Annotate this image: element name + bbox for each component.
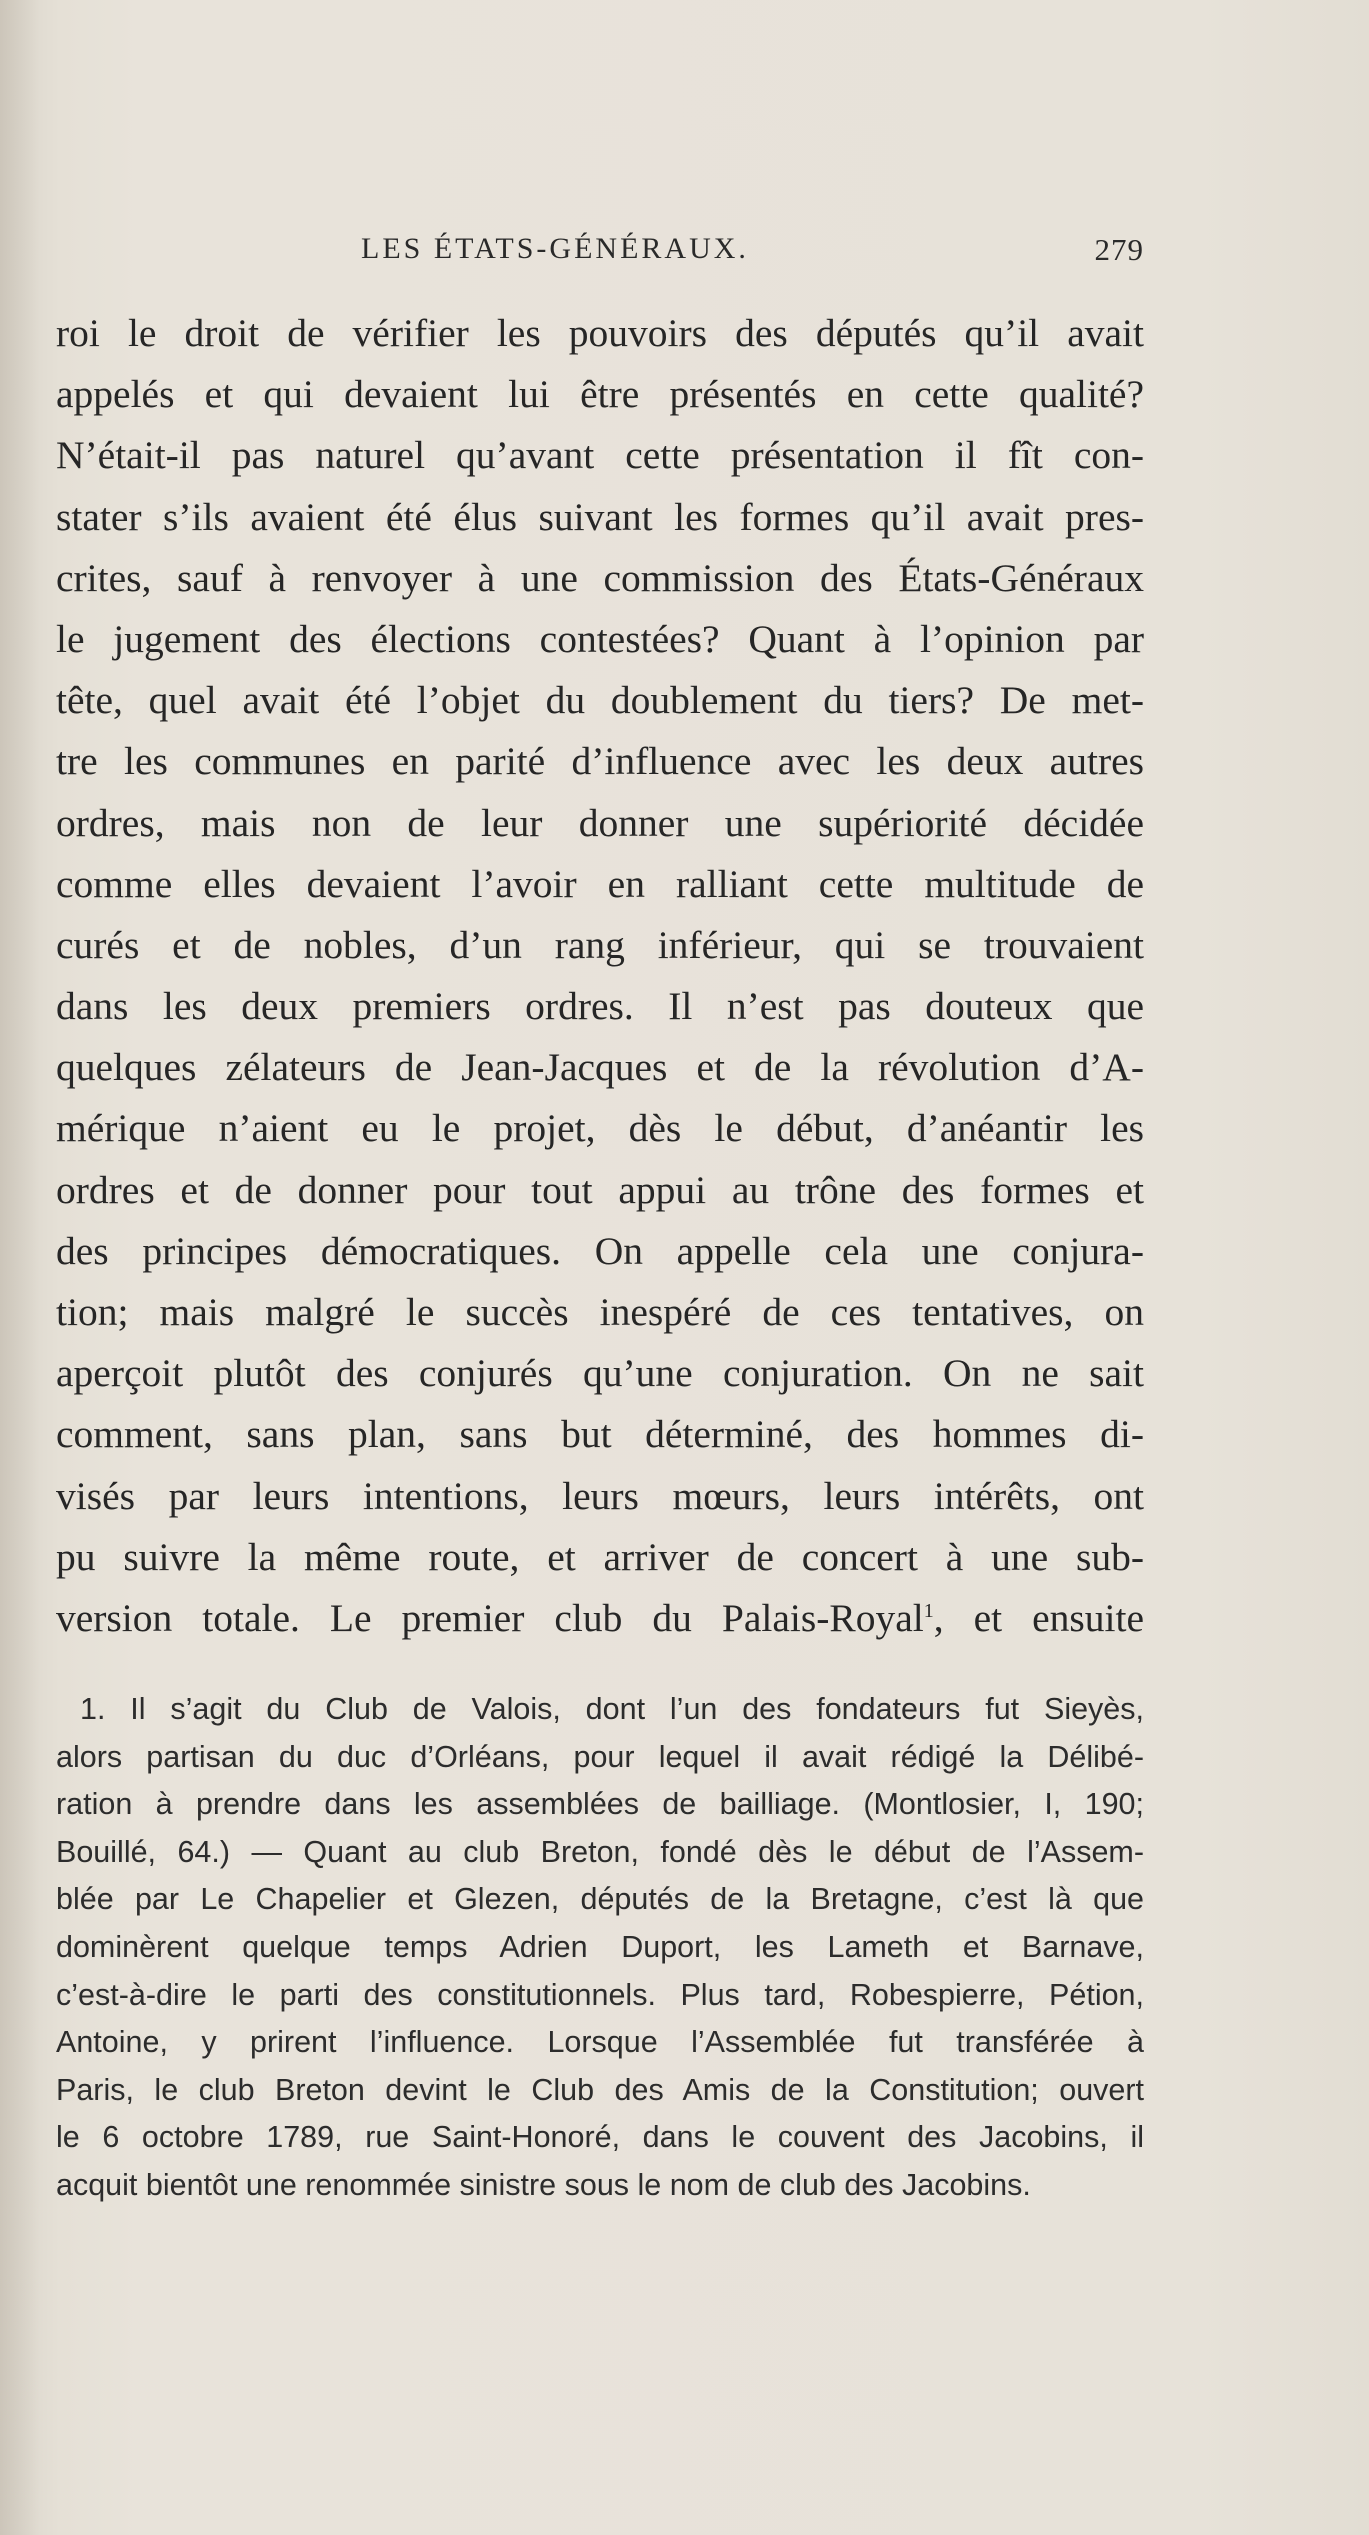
text-line: dans les deux premiers ordres. Il n’est pas douteux que bbox=[56, 984, 1144, 1029]
text-line: aperçoit plutôt des conjurés qu’une conjuration. On ne sait bbox=[56, 1351, 1144, 1396]
footnote-block bbox=[56, 1686, 1144, 2210]
main-text bbox=[56, 303, 1144, 1649]
text-line: le jugement des élections contestées? Quant à l’opinion par bbox=[56, 616, 1144, 661]
text-fragment: version totale. Le premier club du Palais-Royal bbox=[56, 1595, 924, 1640]
text-line: mérique n’aient eu le projet, dès le début, d’anéantir les bbox=[56, 1106, 1144, 1151]
text-line: roi le droit de vérifier les pouvoirs des députés qu’il avait bbox=[56, 311, 1144, 355]
text-line: ordres et de donner pour tout appui au trône des formes et bbox=[56, 1167, 1144, 1212]
text-line: quelques zélateurs de Jean-Jacques et de la révolution d’A- bbox=[56, 1045, 1144, 1090]
text-line: appelés et qui devaient lui être présentés en cette qualité? bbox=[56, 372, 1144, 417]
footnote-line: acquit bientôt une renommée sinistre sous le nom de club des Jacobins. bbox=[56, 2167, 1031, 2202]
page-header bbox=[56, 232, 1144, 272]
footnote-line: ration à prendre dans les assemblées de bailliage. (Montlosier, I, 190; bbox=[56, 1787, 1144, 1822]
text-line: crites, sauf à renvoyer à une commission des États-Généraux bbox=[56, 555, 1144, 600]
text-line: tre les communes en parité d’influence avec les deux autres bbox=[56, 739, 1144, 784]
text-fragment: , et ensuite bbox=[933, 1595, 1144, 1640]
footnote-line: c’est-à-dire le parti des constitutionnels. Plus tard, Robespierre, Pétion, bbox=[56, 1977, 1144, 2012]
running-title: LES ÉTATS-GÉNÉRAUX. bbox=[361, 232, 749, 265]
text-line: N’était-il pas naturel qu’avant cette présentation il fît con- bbox=[56, 433, 1144, 478]
page-number: 279 bbox=[1094, 232, 1144, 267]
footnote-line: blée par Le Chapelier et Glezen, députés de la Bretagne, c’est là que bbox=[56, 1882, 1144, 1917]
text-line-with-footnote-ref bbox=[56, 1588, 1144, 1649]
text-line: comment, sans plan, sans but déterminé, des hommes di- bbox=[56, 1412, 1144, 1457]
footnote-reference: 1 bbox=[923, 1599, 934, 1622]
page-gutter-shadow bbox=[0, 0, 40, 2535]
text-line: tion; mais malgré le succès inespéré de ces tentatives, on bbox=[56, 1290, 1144, 1334]
text-line: des principes démocratiques. On appelle cela une conjura- bbox=[56, 1228, 1144, 1273]
text-line: pu suivre la même route, et arriver de concert à une sub- bbox=[56, 1534, 1144, 1579]
footnote-line: le 6 octobre 1789, rue Saint-Honoré, dans le couvent des Jacobins, il bbox=[56, 2120, 1144, 2155]
footnote-line: 1. Il s’agit du Club de Valois, dont l’un des fondateurs fut Sieyès, bbox=[80, 1692, 1144, 1726]
text-line: visés par leurs intentions, leurs mœurs, leurs intérêts, ont bbox=[56, 1473, 1144, 1518]
text-line: comme elles devaient l’avoir en ralliant cette multitude de bbox=[56, 861, 1144, 906]
text-line: stater s’ils avaient été élus suivant les formes qu’il avait pres- bbox=[56, 494, 1144, 539]
text-line: ordres, mais non de leur donner une supériorité décidée bbox=[56, 800, 1144, 845]
footnote-line: dominèrent quelque temps Adrien Duport, les Lameth et Barnave, bbox=[56, 1929, 1144, 1964]
text-line: curés et de nobles, d’un rang inférieur, qui se trouvaient bbox=[56, 922, 1144, 967]
footnote-line: Bouillé, 64.) — Quant au club Breton, fondé dès le début de l’Assem- bbox=[56, 1834, 1144, 1869]
footnote-line: Paris, le club Breton devint le Club des Amis de la Constitution; ouvert bbox=[56, 2072, 1144, 2107]
text-line: tête, quel avait été l’objet du doublement du tiers? De met- bbox=[56, 678, 1144, 723]
footnote-line: alors partisan du duc d’Orléans, pour lequel il avait rédigé la Délibé- bbox=[56, 1739, 1144, 1774]
footnote-line: Antoine, y prirent l’influence. Lorsque l’Assemblée fut transférée à bbox=[56, 2025, 1144, 2060]
